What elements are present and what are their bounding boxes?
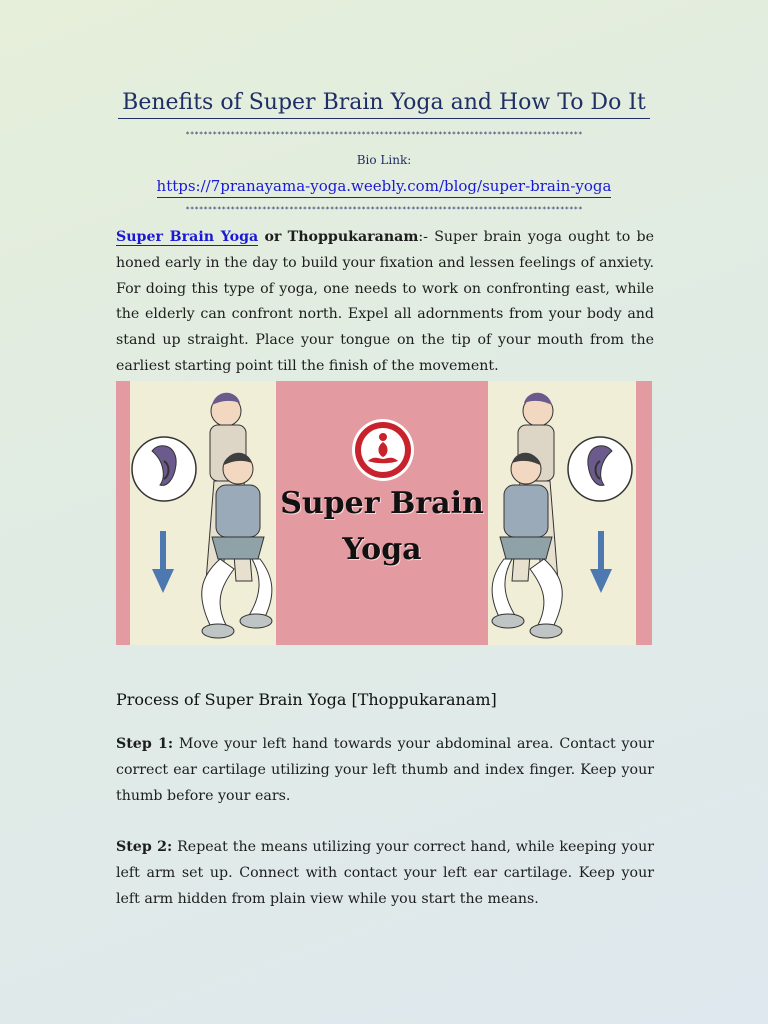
intro-connector: or: [264, 229, 282, 245]
separator-bottom: [0, 204, 768, 212]
super-brain-yoga-figure: [116, 381, 652, 645]
step-1-label: Step 1:: [116, 736, 174, 752]
intro-term: Thoppukaranam: [287, 229, 419, 245]
figure-title-line1: Super Brain: [280, 486, 484, 521]
figure-title: [276, 481, 488, 573]
intro-paragraph: [116, 225, 654, 380]
figure-left-bar: [116, 381, 130, 645]
bio-link[interactable]: https://7pranayama-yoga.weebly.com/blog/super-brain-yoga: [157, 177, 612, 198]
step-2-label: Step 2:: [116, 839, 173, 855]
figure-right-bar: [636, 381, 652, 645]
lotus-logo-icon: [350, 417, 416, 483]
bio-label: Bio Link:: [356, 153, 412, 167]
super-brain-yoga-link[interactable]: Super Brain Yoga: [116, 229, 259, 245]
intro-body: :- Super brain yoga ought to be honed early in the day to build your fixation and lessen feelings of anxiety. For doing this type of yoga, one needs to work on confronting east, while the elderly can confront north. Expel all adornments from your body and stand up straight. Place your tongue on the tip of your mouth from the earliest starting point till the finish of the movement.: [116, 229, 655, 374]
step-2-paragraph: [116, 835, 654, 912]
separator-text: ∗∗∗∗∗∗∗∗∗∗∗∗∗∗∗∗∗∗∗∗∗∗∗∗∗∗∗∗∗∗∗∗∗∗∗∗∗∗∗∗∗∗∗∗∗∗∗∗∗∗∗∗∗∗∗∗∗∗∗∗∗∗∗∗∗∗∗∗∗∗∗∗∗∗∗∗∗∗∗∗∗∗∗∗∗∗∗∗: [185, 204, 583, 212]
document-title-wrap: [0, 90, 768, 115]
process-heading: Process of Super Brain Yoga [Thoppukaranam]: [116, 690, 497, 709]
yoga-pose-right-illustration: [488, 381, 636, 645]
figure-title-line2: Yoga: [342, 532, 422, 567]
separator-top: [0, 129, 768, 137]
document-title: Benefits of Super Brain Yoga and How To Do It: [118, 90, 650, 119]
yoga-pose-left-illustration: [130, 381, 276, 645]
step-1-text: Move your left hand towards your abdominal area. Contact your correct ear cartilage utilizing your left thumb and index finger. Keep your thumb before your ears.: [116, 736, 654, 804]
separator-text: ∗∗∗∗∗∗∗∗∗∗∗∗∗∗∗∗∗∗∗∗∗∗∗∗∗∗∗∗∗∗∗∗∗∗∗∗∗∗∗∗∗∗∗∗∗∗∗∗∗∗∗∗∗∗∗∗∗∗∗∗∗∗∗∗∗∗∗∗∗∗∗∗∗∗∗∗∗∗∗∗∗∗∗∗∗∗∗∗: [185, 129, 583, 137]
bio-link-wrap: [0, 176, 768, 195]
step-2-text: Repeat the means utilizing your correct hand, while keeping your left arm set up. Connect with contact your left ear cartilage. Keep your left arm hidden from plain view while you start the means.: [116, 839, 655, 907]
step-1-paragraph: [116, 732, 654, 809]
